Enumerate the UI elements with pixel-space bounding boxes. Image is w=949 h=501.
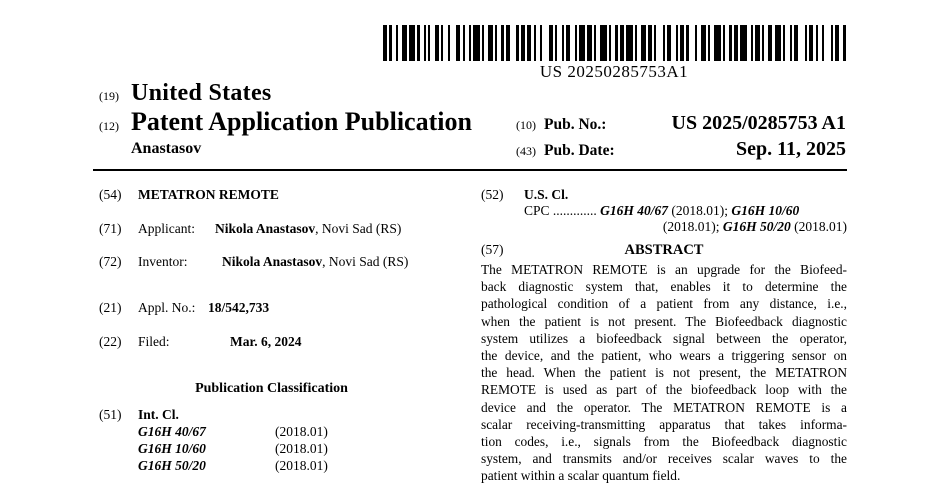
pub-date-code-number: (43) — [516, 144, 536, 158]
doc-type-code-number: (12) — [99, 119, 119, 133]
abstract-line: pathological condition of a patient from any distance, i.e., — [481, 296, 847, 312]
abstract-line: the head. When the patient is not present, the METATRON — [481, 365, 847, 381]
class-code: G16H 40/67 — [138, 424, 206, 439]
abstract-heading-row — [481, 242, 847, 259]
int-cl-label: Int. Cl. — [138, 407, 179, 422]
abstract-line: scalar receiving-transmitting apparatus that takes informa- — [481, 416, 847, 432]
doc-type-title: Patent Application Publication — [131, 107, 472, 136]
country-name: United States — [131, 80, 272, 106]
filed-field-number: (22) — [99, 334, 122, 349]
country-line — [99, 80, 472, 107]
appl-no-label: Appl. No.: — [138, 300, 196, 315]
cpc-version: (2018.01) — [790, 219, 847, 234]
us-cl-label: U.S. Cl. — [524, 187, 569, 202]
publication-classification-heading: Publication Classification — [195, 381, 348, 396]
us-cl-field-number: (52) — [481, 187, 504, 202]
class-code: G16H 10/60 — [138, 441, 206, 456]
cpc-line-2 — [524, 219, 847, 235]
class-version: (2018.01) — [275, 458, 328, 473]
abstract-text — [481, 261, 847, 484]
inventor-row — [99, 254, 449, 270]
appl-no-value: 18/542,733 — [208, 300, 270, 315]
abstract-line: device and the operator. The METATRON REMOTE is a — [481, 399, 847, 415]
abstract-heading: ABSTRACT — [624, 242, 704, 258]
pub-no-value: US 2025/0285753 A1 — [671, 112, 846, 134]
inventor-label: Inventor: — [138, 254, 188, 269]
header-left — [99, 80, 472, 158]
appl-no-text — [138, 300, 269, 316]
abstract-line: back diagnostic system that, enables it to determine the — [481, 279, 847, 295]
appl-no-row — [99, 300, 449, 316]
inventor-text — [138, 254, 408, 270]
abstract-line: tion codes, i.e., signals from the Biofeedback diagnostic — [481, 433, 847, 449]
inventor-location: , Novi Sad (RS) — [322, 254, 409, 269]
cpc-label: CPC — [524, 203, 550, 218]
pub-date-line — [516, 138, 846, 161]
abstract-line: The METATRON REMOTE is an upgrade for the Biofeed- — [481, 262, 847, 277]
barcode — [383, 25, 845, 82]
abstract-line: system utilizes a biofeedback signal between the operator, — [481, 330, 847, 346]
inventor-surname: Anastasov — [131, 140, 202, 157]
header-divider — [93, 169, 847, 171]
country-code-number: (19) — [99, 89, 119, 103]
cpc-code: G16H 50/20 — [722, 219, 791, 234]
cpc-line-1 — [524, 203, 847, 219]
abstract-line: system, and transmits and/or receives scalar waves to the — [481, 451, 847, 467]
cpc-dot-leader: ............. — [552, 203, 597, 218]
cpc-code: G16H 10/60 — [731, 203, 800, 218]
applicant-location: , Novi Sad (RS) — [315, 221, 402, 236]
int-cl-entry — [138, 441, 328, 457]
applicant-text — [138, 221, 401, 237]
cpc-code: G16H 40/67 — [600, 203, 669, 218]
barcode-icon — [383, 25, 845, 61]
inventor-name: Nikola Anastasov — [222, 254, 323, 269]
pub-no-label: Pub. No.: — [544, 116, 607, 133]
abstract-line: REMOTE is used as part of the biofeedback loop with the — [481, 382, 847, 398]
pub-no-line — [516, 112, 846, 135]
abstract-line: when the patient is not present. The Biofeedback diagnostic — [481, 313, 847, 329]
int-cl-row — [99, 407, 449, 423]
header-right — [516, 112, 846, 161]
cpc-version: (2018.01); — [668, 203, 732, 218]
filed-value: Mar. 6, 2024 — [230, 334, 302, 349]
pub-date-value: Sep. 11, 2025 — [735, 138, 846, 160]
pub-date-label: Pub. Date: — [544, 142, 615, 159]
doc-type-line — [99, 107, 472, 137]
inventor-field-number: (72) — [99, 254, 122, 269]
filed-row — [99, 334, 449, 350]
cpc-classification — [524, 203, 847, 235]
applicant-field-number: (71) — [99, 221, 122, 236]
title-field-number: (54) — [99, 187, 122, 202]
filed-label: Filed: — [138, 334, 170, 349]
abstract-field-number: (57) — [481, 242, 504, 257]
abstract-line: the device, and the patient, who wears a triggering sensor on — [481, 347, 847, 363]
applicant-name: Nikola Anastasov — [215, 221, 316, 236]
int-cl-entry — [138, 424, 328, 440]
pub-no-code-number: (10) — [516, 118, 536, 132]
applicant-row — [99, 221, 449, 237]
barcode-number: US 20250285753A1 — [539, 62, 689, 81]
int-cl-entry — [138, 458, 328, 474]
applicant-label: Applicant: — [138, 221, 195, 236]
class-version: (2018.01) — [275, 441, 328, 456]
int-cl-field-number: (51) — [99, 407, 122, 422]
class-version: (2018.01) — [275, 424, 328, 439]
title-row — [99, 187, 449, 203]
class-code: G16H 50/20 — [138, 458, 206, 473]
invention-title: METATRON REMOTE — [138, 187, 279, 202]
us-cl-row — [481, 187, 847, 203]
filed-text — [138, 334, 302, 350]
abstract-line: patient within a scalar quantum field. — [481, 468, 681, 484]
cpc-version: (2018.01); — [662, 219, 723, 234]
appl-no-field-number: (21) — [99, 300, 122, 315]
